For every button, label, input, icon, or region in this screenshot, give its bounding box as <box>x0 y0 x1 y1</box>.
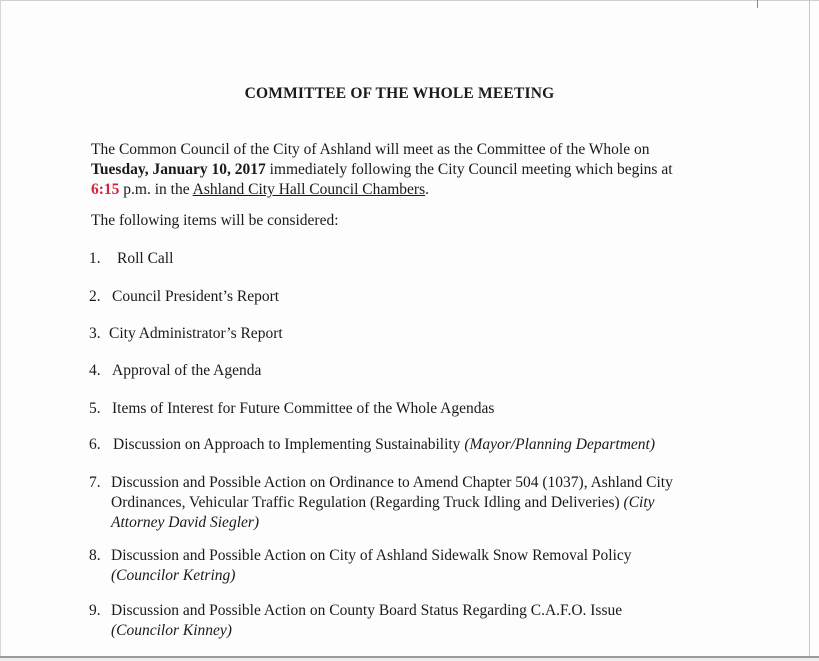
item-sponsor: (Councilor Ketring) <box>111 567 236 584</box>
item-number: 3. <box>89 325 101 342</box>
item-text <box>113 435 703 455</box>
item-sponsor: (Mayor/Planning Department) <box>464 436 656 453</box>
scan-edge-top <box>0 0 819 1</box>
item-text <box>112 287 702 307</box>
meeting-venue: Ashland City Hall Council Chambers <box>192 181 426 198</box>
intro-text-1: The Common Council of the City of Ashland will meet as the Committee of the Whole on <box>91 141 650 158</box>
item-title: Discussion and Possible Action on County Board Status Regarding C.A.F.O. Issue <box>111 602 623 619</box>
item-text <box>117 249 707 269</box>
item-number: 9. <box>89 602 101 619</box>
item-number: 5. <box>89 400 101 417</box>
scan-edge-right <box>809 0 810 661</box>
item-sponsor: (Councilor Kinney) <box>111 622 232 639</box>
item-number: 1. <box>89 250 101 267</box>
item-text <box>111 601 671 641</box>
item-number: 2. <box>89 288 101 305</box>
item-text <box>111 473 696 533</box>
item-title: Council President’s Report <box>112 288 280 305</box>
item-number: 6. <box>89 436 101 453</box>
item-title: Roll Call <box>117 250 174 267</box>
meeting-date: Tuesday, January 10, 2017 <box>91 161 266 178</box>
intro-text-4: . <box>425 181 429 198</box>
intro-text-2: immediately following the City Council meeting which begins at <box>265 161 673 178</box>
intro-paragraph <box>91 140 711 200</box>
item-text <box>112 361 702 381</box>
item-text <box>109 324 699 344</box>
scan-mark <box>757 0 758 8</box>
item-text <box>111 546 671 586</box>
item-number: 8. <box>89 547 101 564</box>
item-title: City Administrator’s Report <box>109 325 283 342</box>
item-title: Discussion on Approach to Implementing Sustainability <box>113 436 465 453</box>
item-number: 4. <box>89 362 101 379</box>
item-title: Approval of the Agenda <box>112 362 262 379</box>
meeting-time: 6:15 <box>91 181 120 198</box>
page-title: COMMITTEE OF THE WHOLE MEETING <box>244 85 555 102</box>
item-title: Discussion and Possible Action on Ordinance to Amend Chapter 504 (1037), Ashland City Ordinances, Vehicular Traffic Regulation (Regarding Truck Idling and Deliveries) <box>111 474 673 511</box>
item-text <box>112 399 702 419</box>
intro-text-3: p.m. in the <box>119 181 193 198</box>
items-lead: The following items will be considered: <box>91 212 339 229</box>
item-title: Discussion and Possible Action on City of Ashland Sidewalk Snow Removal Policy <box>111 547 632 564</box>
item-title: Items of Interest for Future Committee of the Whole Agendas <box>112 400 495 417</box>
item-sponsor: (City Attorney David Siegler) <box>111 494 655 531</box>
item-number: 7. <box>89 474 101 491</box>
